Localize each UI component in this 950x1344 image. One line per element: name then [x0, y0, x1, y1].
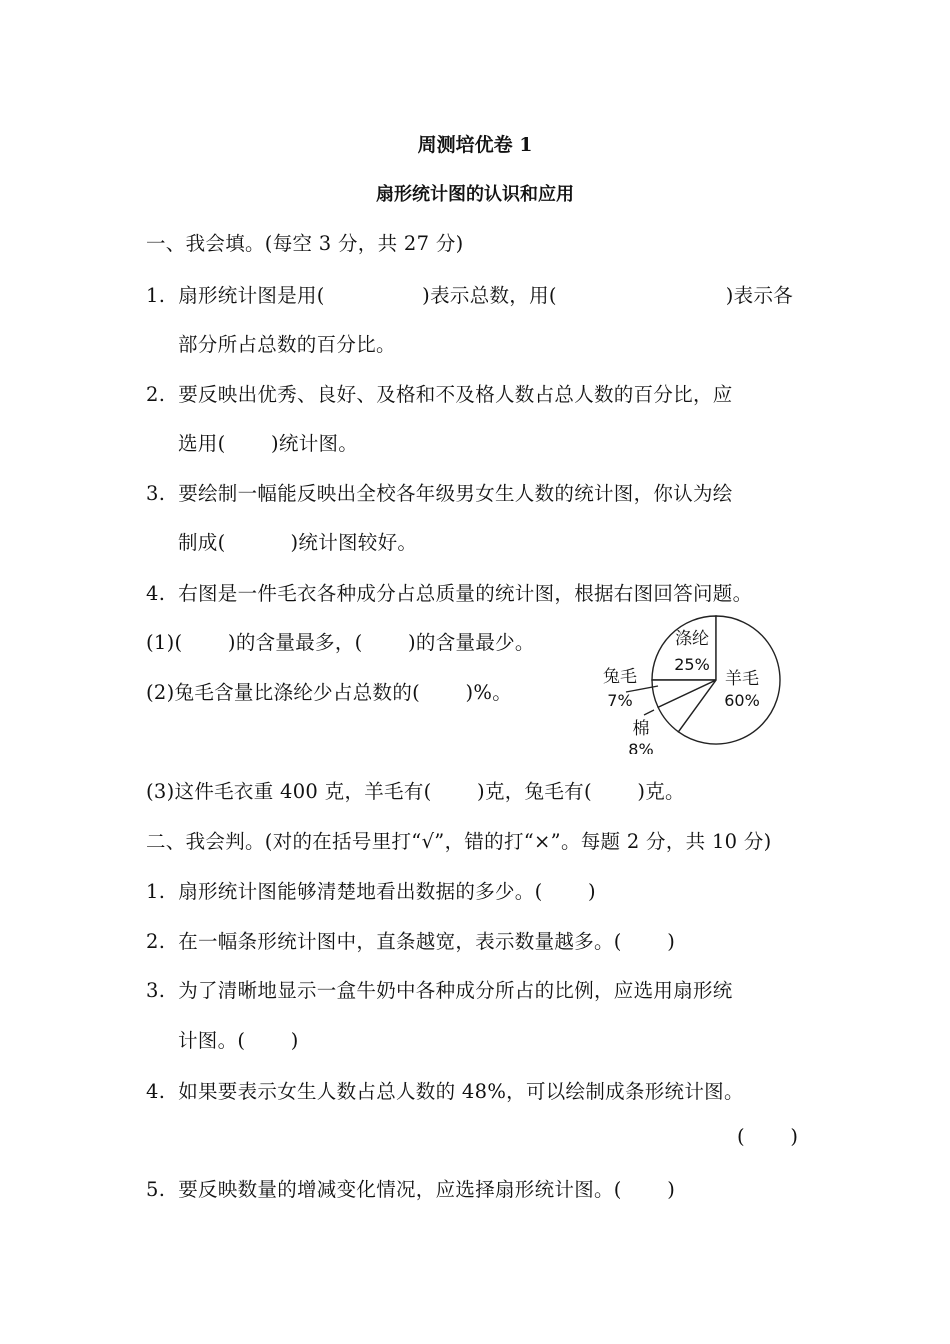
judge-4-line1: 4. 如果要表示女生人数占总人数的 48%，可以绘制成条形统计图。 [146, 1080, 744, 1103]
q2-line2: 选用( )统计图。 [178, 432, 359, 455]
q1-line2: 部分所占总数的百分比。 [178, 333, 396, 356]
slice-label-cotton-value: 8% [628, 740, 654, 754]
judge-4-line2: ( ) [737, 1125, 799, 1148]
section2-heading: 二、我会判。(对的在括号里打“√”，错的打“×”。每题 2 分，共 10 分) [146, 830, 772, 853]
slice-label-rabbit-name: 兔毛 [603, 667, 637, 687]
q3-line1: 3. 要绘制一幅能反映出全校各年级男女生人数的统计图，你认为绘 [146, 482, 733, 505]
composition-pie-chart [596, 614, 786, 754]
q4-intro: 4. 右图是一件毛衣各种成分占总质量的统计图，根据右图回答问题。 [146, 582, 753, 605]
page-title: 周测培优卷 1 [417, 134, 533, 156]
judge-5: 5. 要反映数量的增减变化情况，应选择扇形统计图。( ) [146, 1178, 676, 1201]
judge-2: 2. 在一幅条形统计图中，直条越宽，表示数量越多。( ) [146, 930, 676, 953]
q3-line2: 制成( )统计图较好。 [178, 531, 418, 554]
page-subtitle: 扇形统计图的认识和应用 [376, 184, 574, 205]
q2-line1: 2. 要反映出优秀、良好、及格和不及格人数占总人数的百分比，应 [146, 383, 733, 406]
q1-line1: 1. 扇形统计图是用( )表示总数，用( )表示各 [146, 284, 794, 307]
slice-label-rabbit-value: 7% [607, 691, 633, 710]
judge-3-line1: 3. 为了清晰地显示一盒牛奶中各种成分所占的比例，应选用扇形统 [146, 979, 733, 1002]
slice-label-polyester-value: 25% [674, 655, 710, 674]
q4-sub1: (1)( )的含量最多，( )的含量最少。 [146, 631, 535, 654]
slice-label-wool-value: 60% [724, 691, 760, 710]
slice-label-polyester-name: 涤纶 [675, 629, 709, 649]
q4-sub2: (2)兔毛含量比涤纶少占总数的( )%。 [146, 681, 513, 704]
section1-heading: 一、我会填。(每空 3 分，共 27 分) [146, 232, 464, 255]
pie-slices [652, 616, 780, 744]
judge-3-line2: 计图。( ) [178, 1029, 299, 1052]
judge-1: 1. 扇形统计图能够清楚地看出数据的多少。( ) [146, 880, 596, 903]
slice-label-cotton-name: 棉 [632, 719, 650, 739]
q4-sub3: (3)这件毛衣重 400 克，羊毛有( )克，兔毛有( )克。 [146, 780, 685, 803]
slice-label-wool-name: 羊毛 [725, 669, 759, 689]
